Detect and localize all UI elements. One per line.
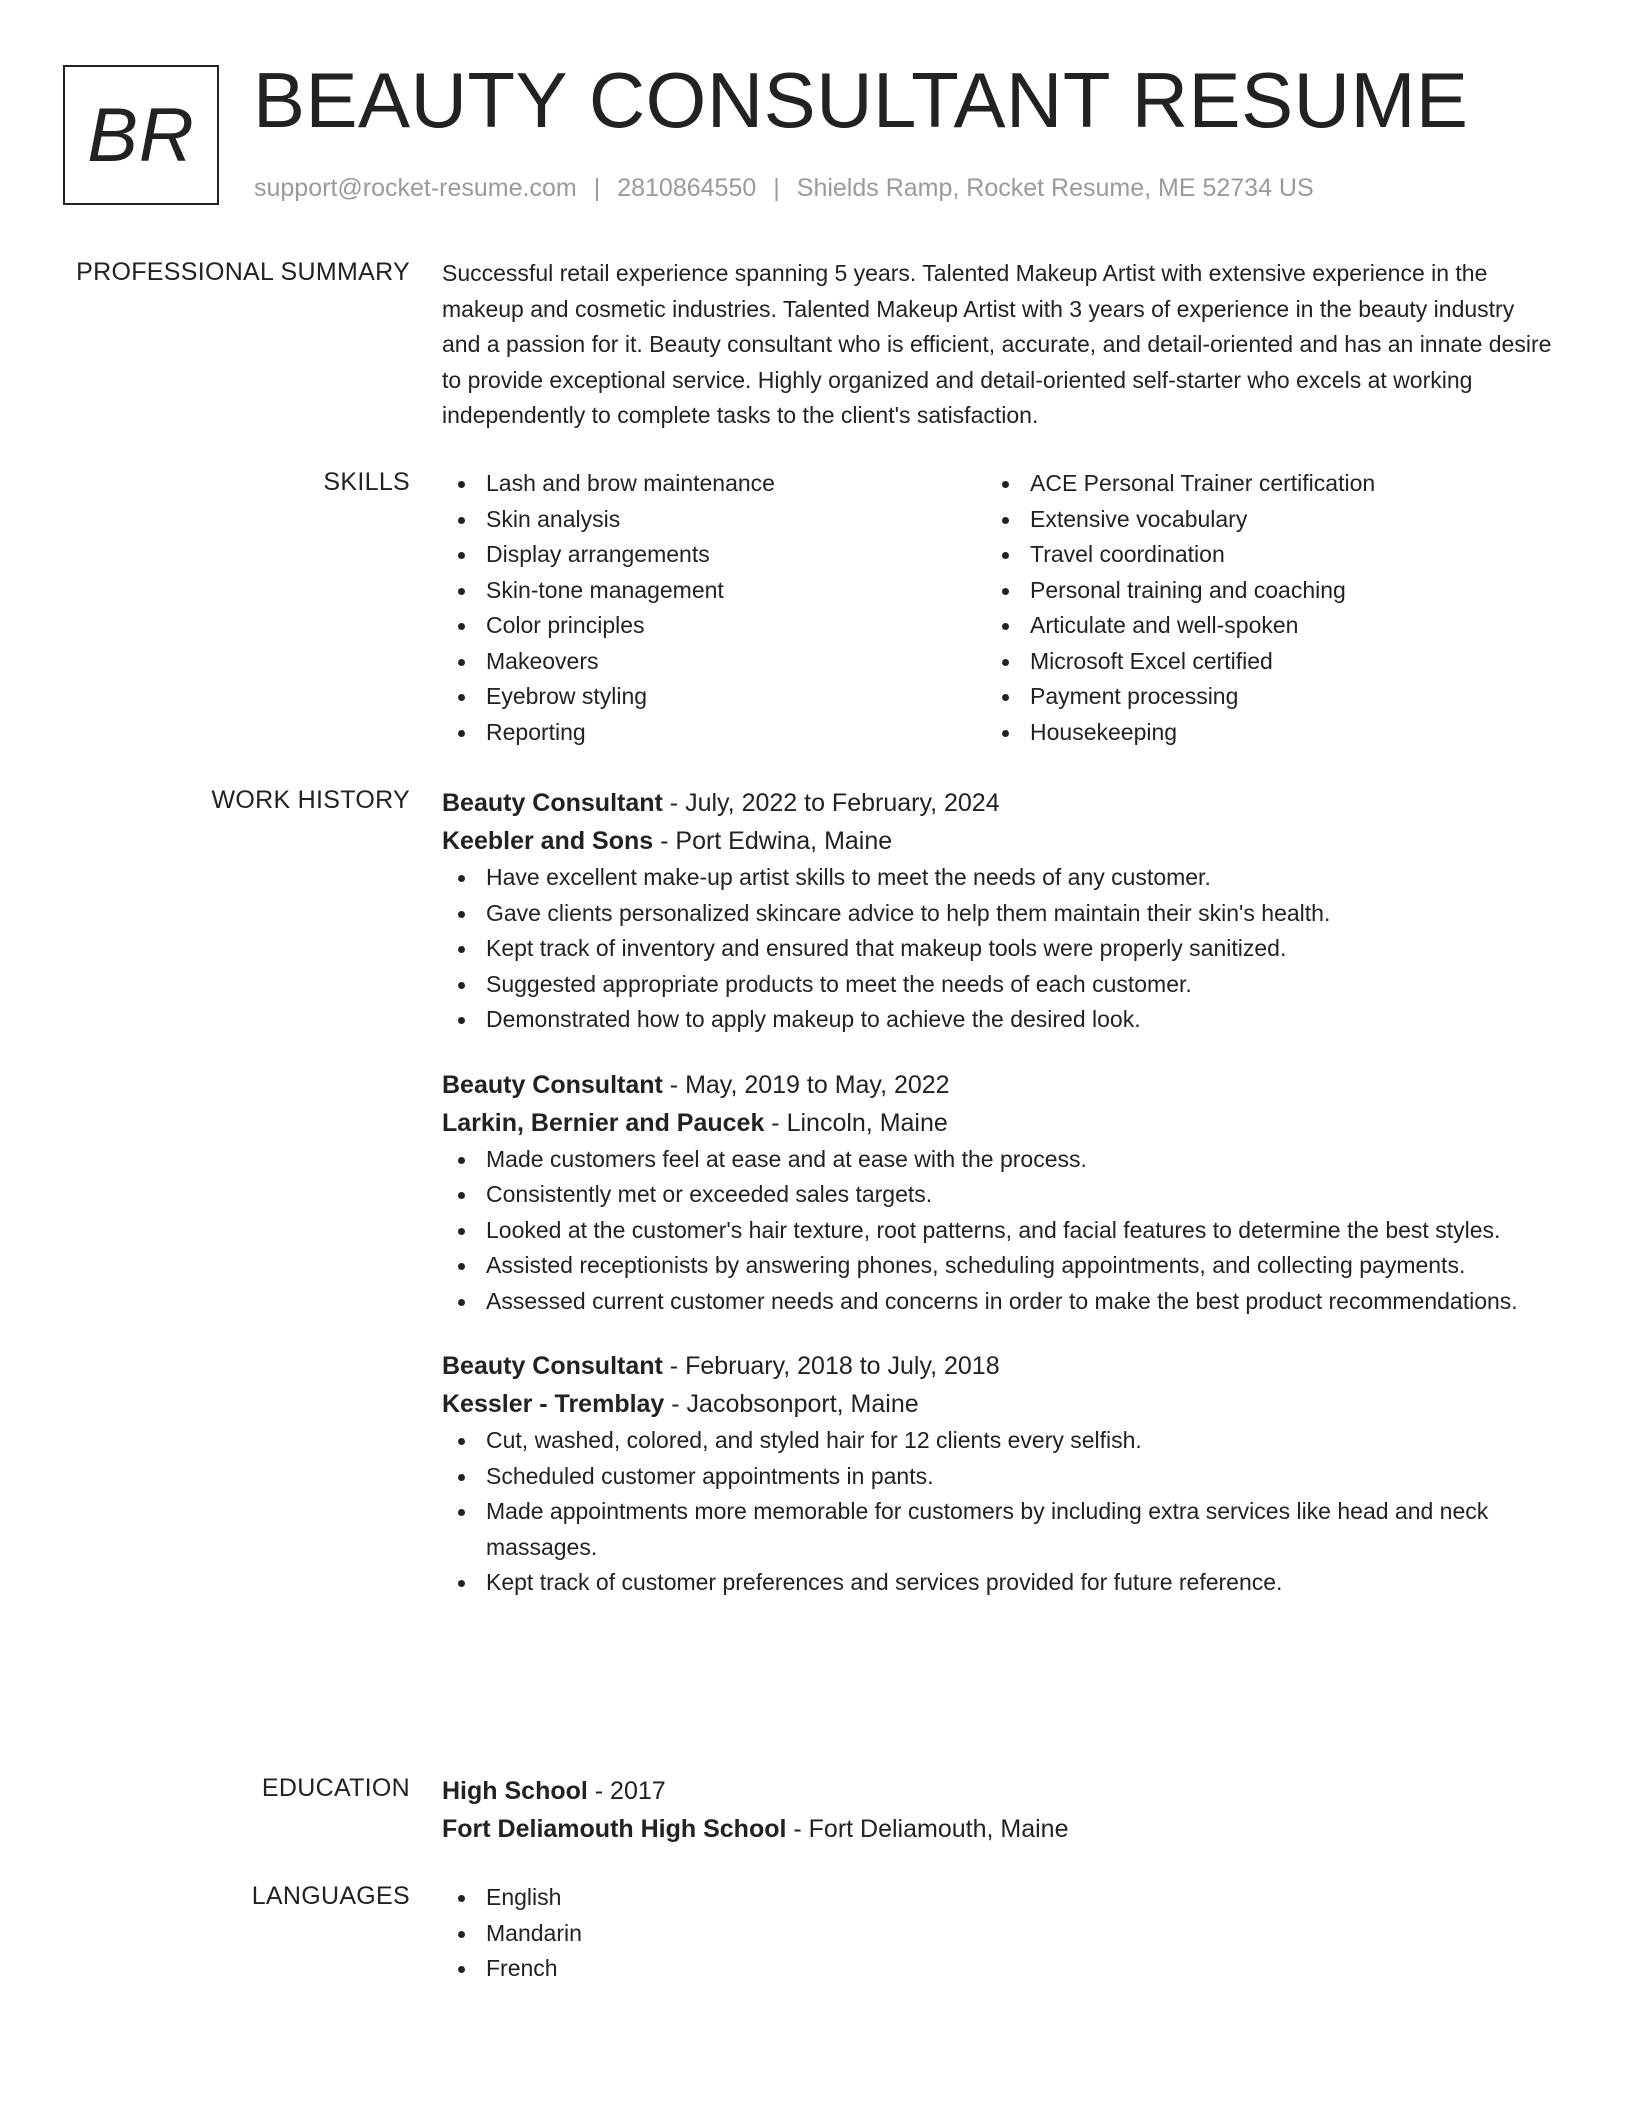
job-bullet: Made customers feel at ease and at ease with the process. <box>442 1142 1552 1178</box>
job-company: Larkin, Bernier and Paucek <box>442 1108 765 1137</box>
languages-body <box>442 1880 1552 1987</box>
job-entry <box>442 1347 1552 1601</box>
skill-item: Eyebrow styling <box>442 679 986 715</box>
skill-item: Lash and brow maintenance <box>442 466 986 502</box>
education-degree: High School <box>442 1777 588 1805</box>
section-label-languages: LANGUAGES <box>251 1882 410 1910</box>
job-entry <box>442 1066 1552 1320</box>
language-item: English <box>442 1880 1552 1916</box>
summary-text: Successful retail experience spanning 5 years. Talented Makeup Artist with extensive experience in the makeup and cosmetic industries. Talented Makeup Artist with 3 years of experience in the beauty industry and a passion for it. Beauty consultant who is efficient, accurate, and detail-oriented and has an innate desire to provide exceptional service. Highly organized and detail-oriented self-starter who excels at working independently to complete tasks to the client's satisfaction. <box>442 260 1552 428</box>
skill-item: Articulate and well-spoken <box>986 608 1530 644</box>
contact-phone: 2810864550 <box>617 174 757 202</box>
section-label-education: EDUCATION <box>261 1774 410 1802</box>
job-title-line <box>442 1066 1552 1104</box>
job-bullets <box>442 1142 1552 1320</box>
skills-list-right <box>986 466 1530 750</box>
job-company: Keebler and Sons <box>442 827 654 855</box>
job-bullet: Assessed current customer needs and concerns in order to make the best product recommendations. <box>442 1284 1552 1320</box>
contact-separator: | <box>593 174 601 202</box>
job-location: - Lincoln, Maine <box>764 1108 948 1137</box>
job-bullet: Demonstrated how to apply makeup to achieve the desired look. <box>442 1002 1552 1038</box>
skill-item: Payment processing <box>986 679 1530 715</box>
job-bullet: Made appointments more memorable for customers by including extra services like head and neck massages. <box>442 1494 1552 1565</box>
job-title: Beauty Consultant <box>442 1070 663 1099</box>
skill-item: Reporting <box>442 715 986 751</box>
skill-item: Personal training and coaching <box>986 573 1530 609</box>
job-company-line <box>442 1385 1552 1423</box>
skill-item: Color principles <box>442 608 986 644</box>
job-bullet: Gave clients personalized skincare advice to help them maintain their skin's health. <box>442 896 1552 932</box>
contact-line <box>254 174 1314 203</box>
job-bullet: Cut, washed, colored, and styled hair for 12 clients every selfish. <box>442 1423 1552 1459</box>
skill-item: Microsoft Excel certified <box>986 644 1530 680</box>
education-location: - Fort Deliamouth, Maine <box>786 1815 1069 1843</box>
job-title-line <box>442 784 1552 822</box>
section-label-summary: PROFESSIONAL SUMMARY <box>76 258 410 286</box>
job-company-line <box>442 1104 1552 1142</box>
education-body <box>442 1772 1552 1848</box>
skill-item: Skin analysis <box>442 502 986 538</box>
contact-address: Shields Ramp, Rocket Resume, ME 52734 US <box>796 174 1314 202</box>
job-bullet: Have excellent make-up artist skills to meet the needs of any customer. <box>442 860 1552 896</box>
job-dates: - May, 2019 to May, 2022 <box>662 1070 950 1099</box>
skills-grid <box>442 466 1552 750</box>
job-title: Beauty Consultant <box>442 789 663 817</box>
contact-separator: | <box>773 174 780 202</box>
contact-email: support@rocket-resume.com <box>254 174 577 202</box>
job-title-line <box>442 1347 1552 1385</box>
skills-body <box>442 466 1552 750</box>
skill-item: Display arrangements <box>442 537 986 573</box>
job-bullet: Scheduled customer appointments in pants. <box>442 1459 1552 1495</box>
skills-list-left <box>442 466 986 750</box>
section-label-skills: SKILLS <box>323 468 410 496</box>
job-bullet: Consistently met or exceeded sales targets. <box>442 1177 1552 1213</box>
skill-item: Makeovers <box>442 644 986 680</box>
language-item: Mandarin <box>442 1916 1552 1952</box>
job-bullet: Assisted receptionists by answering phones, scheduling appointments, and collecting payments. <box>442 1248 1552 1284</box>
language-item: French <box>442 1951 1552 1987</box>
job-title: Beauty Consultant <box>442 1352 663 1380</box>
education-degree-line <box>442 1772 1552 1810</box>
job-company-line <box>442 822 1552 860</box>
education-school-line <box>442 1810 1552 1848</box>
job-bullet: Looked at the customer's hair texture, root patterns, and facial features to determine the best styles. <box>442 1213 1552 1249</box>
education-year: - 2017 <box>587 1777 666 1805</box>
job-company: Kessler - Tremblay <box>442 1390 665 1418</box>
job-entry <box>442 784 1552 1038</box>
skill-item: ACE Personal Trainer certification <box>986 466 1530 502</box>
skill-item: Skin-tone management <box>442 573 986 609</box>
section-label-work: WORK HISTORY <box>211 786 410 814</box>
monogram-badge: BR <box>63 65 219 205</box>
job-dates: - February, 2018 to July, 2018 <box>662 1352 1000 1380</box>
skill-item: Travel coordination <box>986 537 1530 573</box>
languages-list <box>442 1880 1552 1987</box>
job-bullet: Kept track of customer preferences and services provided for future reference. <box>442 1565 1552 1601</box>
job-location: - Jacobsonport, Maine <box>664 1390 919 1418</box>
job-bullets <box>442 1423 1552 1601</box>
job-bullet: Kept track of inventory and ensured that makeup tools were properly sanitized. <box>442 931 1552 967</box>
page-title: BEAUTY CONSULTANT RESUME <box>253 56 1469 144</box>
work-history-body <box>442 784 1552 1629</box>
job-bullets <box>442 860 1552 1038</box>
job-dates: - July, 2022 to February, 2024 <box>662 789 1000 817</box>
education-school: Fort Deliamouth High School <box>442 1815 787 1843</box>
skill-item: Extensive vocabulary <box>986 502 1530 538</box>
job-location: - Port Edwina, Maine <box>653 827 893 855</box>
skill-item: Housekeeping <box>986 715 1530 751</box>
job-bullet: Suggested appropriate products to meet the needs of each customer. <box>442 967 1552 1003</box>
